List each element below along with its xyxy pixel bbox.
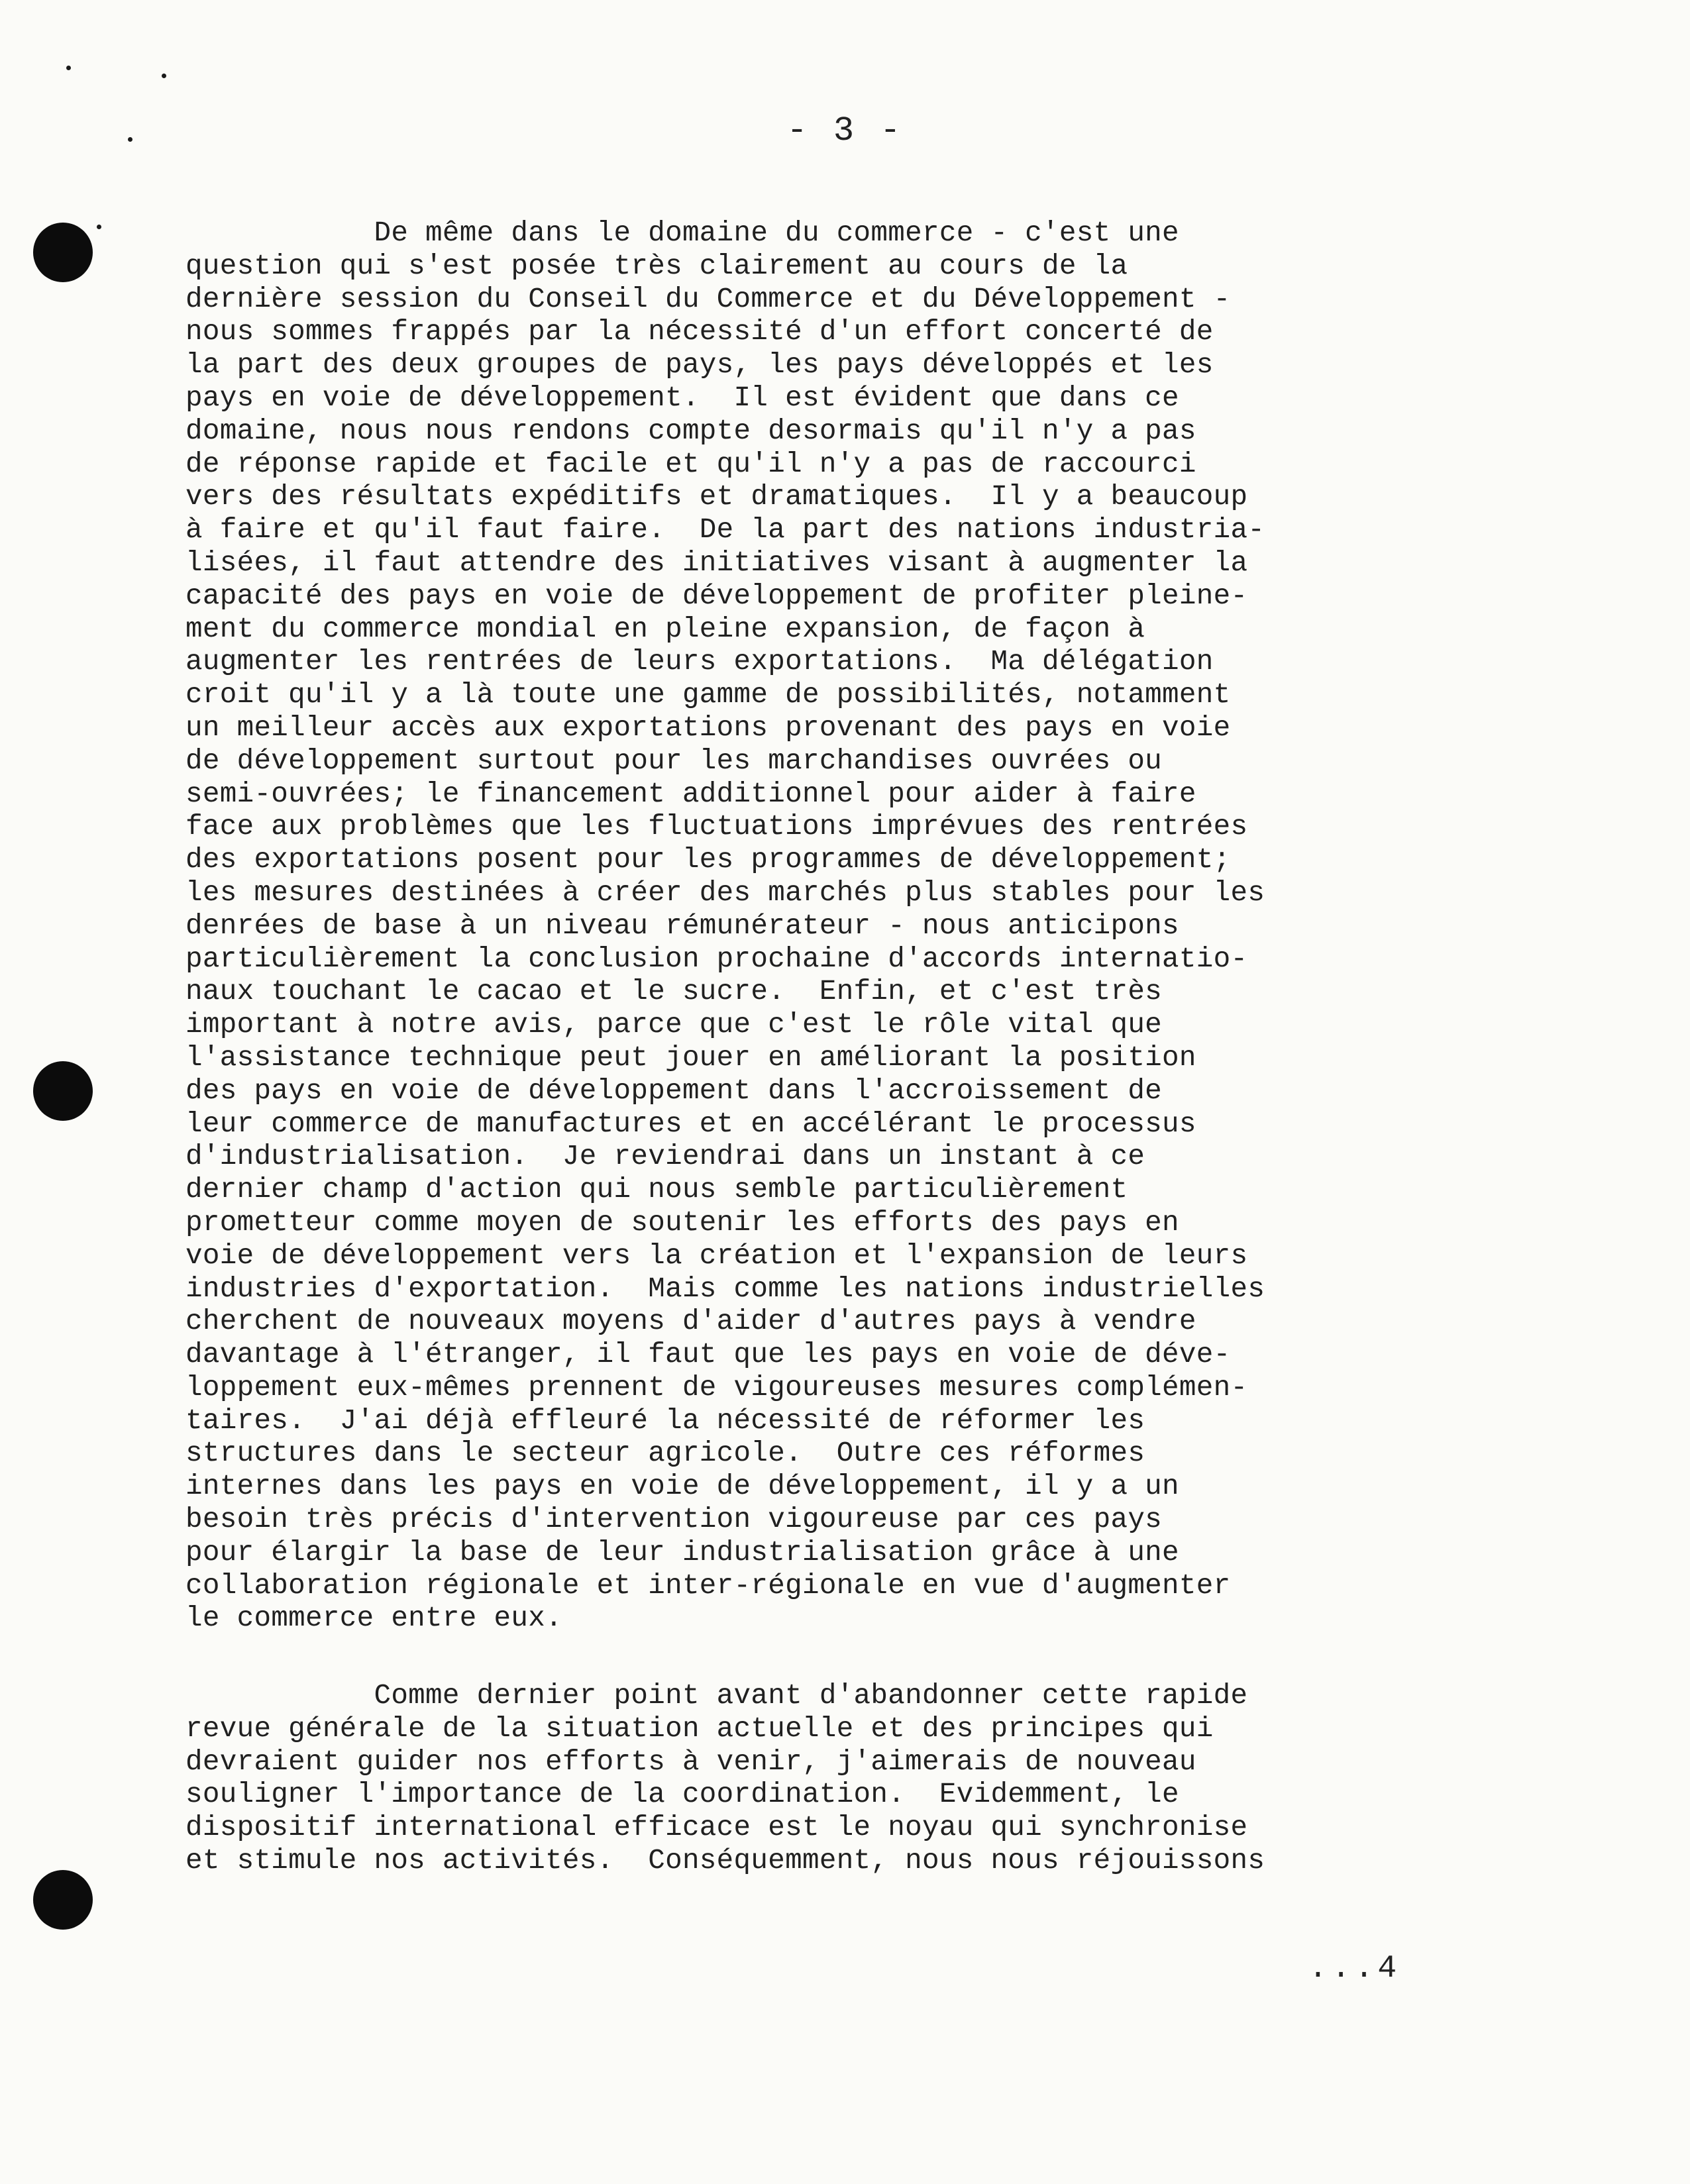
ink-speck	[66, 66, 71, 70]
ink-speck	[162, 74, 166, 78]
page-number: - 3 -	[786, 111, 904, 150]
paragraph-coordination: Comme dernier point avant d'abandonner cette rapide revue générale de la situation actuelle et des principes qui devraient guider nos efforts à venir, j'aimerais de nouveau souligner l'importance de la coordination. Evidemment, le dispositif international efficace est le noyau qui synchronise et stimule nos activités. Conséquemment, nous nous réjouissons	[185, 1680, 1265, 1877]
paragraph-commerce: De même dans le domaine du commerce - c'est une question qui s'est posée très clairement au cours de la dernière session du Conseil du Commerce et du Développement - nous sommes frappés par la nécessité d'un effort concerté de la part des deux groupes de pays, les pays développés et les pays en voie de développement. Il est évident que dans ce domaine, nous nous rendons compte desormais qu'il n'y a pas de réponse rapide et facile et qu'il n'y a pas de raccourci vers des résultats expéditifs et dramatiques. Il y a beaucoup à faire et qu'il faut faire. De la part des nations industria- lisées, il faut attendre des initiatives visant à augmenter la capacité des pays en voie de développement de profiter pleine- ment du commerce mondial en pleine expansion, de façon à augmenter les rentrées de leurs exportations. Ma délégation croit qu'il y a là toute une gamme de possibilités, notamment un meilleur accès aux exportations provenant des pays en voie de développement surtout pour les marchandises ouvrées ou semi-ouvrées; le financement additionnel pour aider à faire face aux problèmes que les fluctuations imprévues des rentrées des exportations posent pour les programmes de développement; les mesures destinées à créer des marchés plus stables pour les denrées de base à un niveau rémunérateur - nous anticipons particulièrement la conclusion prochaine d'accords internatio- naux touchant le cacao et le sucre. Enfin, et c'est très important à notre avis, parce que c'est le rôle vital que l'assistance technique peut jouer en améliorant la position des pays en voie de développement dans l'accroissement de leur commerce de manufactures et en accélérant le processus d'industrialisation. Je reviendrai dans un instant à ce dernier champ d'action qui nous semble particulièrement prometteur comme moyen de soutenir les efforts des pays en voie de développement vers la création et l'expansion de leurs industries d'exportation. Mais comme les nations industrielles cherchent de nouveaux moyens d'aider d'autres pays à vendre davantage à l'étranger, il faut que les pays en voie de déve- loppement eux-mêmes prennent de vigoureuses mesures complémen- taires. J'ai déjà effleuré la nécessité de réformer les structures dans le secteur agricole. Outre ces réformes internes dans les pays en voie de développement, il y a un besoin très précis d'intervention vigoureuse par ces pays pour élargir la base de leur industrialisation grâce à une collaboration régionale et inter-régionale en vue d'augmenter le commerce entre eux.	[185, 217, 1265, 1635]
ink-speck	[97, 225, 101, 229]
punch-hole-middle	[33, 1061, 93, 1121]
continuation-marker: ...4	[1308, 1951, 1401, 1987]
punch-hole-bottom	[33, 1870, 93, 1930]
punch-hole-top	[33, 223, 93, 282]
